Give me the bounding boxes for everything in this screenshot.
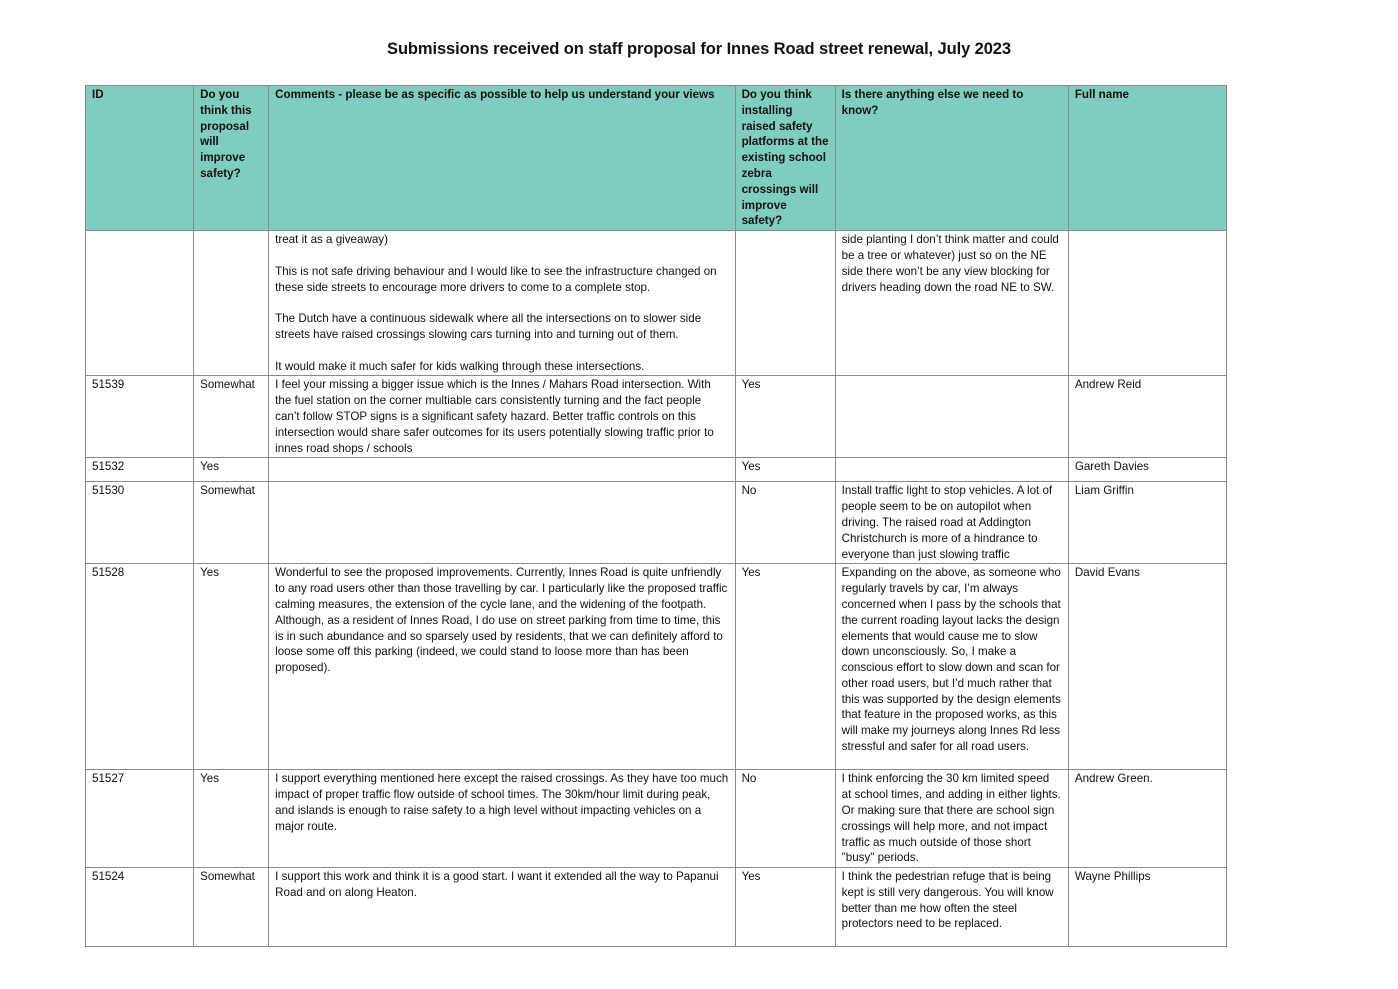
table-row	[86, 231, 1227, 376]
comment-paragraph: It would make it much safer for kids walking through these intersections.	[275, 359, 645, 373]
cell-anything-else	[835, 458, 1068, 482]
column-header-safety: Do you think this proposal will improve safety?	[194, 86, 269, 231]
comment-paragraph: Wonderful to see the proposed improvements. Currently, Innes Road is quite unfriendly to any road users other than those travelling by car. I particularly like the proposed traffic calming measures, the extension of the cycle lane, and the widening of the footpath. Although, as a resident of Innes Road, I do use on street parking from time to time, this is in such abundance and so sparsely used by residents, that we can definitely afford to loose some off this parking (indeed, we could stand to loose more than has been proposed).	[275, 566, 728, 675]
comment-paragraph: I support everything mentioned here except the raised crossings. As they have too much impact of proper traffic flow outside of school times. The 30km/hour limit during peak, and islands is enough to raise safety to a high level without impacting vehicles on a major route.	[275, 772, 729, 833]
cell-id: 51530	[86, 482, 194, 564]
cell-full-name: David Evans	[1068, 564, 1226, 770]
comment-paragraph: This is not safe driving behaviour and I would like to see the infrastructure changed on these side streets to encourage more drivers to come to a complete stop.	[275, 264, 717, 294]
cell-safety: Somewhat	[194, 868, 269, 947]
cell-full-name: Gareth Davies	[1068, 458, 1226, 482]
cell-anything-else: I think the pedestrian refuge that is being kept is still very dangerous. You will know better than me how often the steel protectors need to be replaced.	[835, 868, 1068, 947]
page-title: Submissions received on staff proposal for Innes Road street renewal, July 2023	[387, 40, 1011, 58]
cell-safety: Yes	[194, 770, 269, 868]
comment-paragraph: I support this work and think it is a good start. I want it extended all the way to Papanui Road and on along Heaton.	[275, 870, 719, 899]
cell-platforms	[735, 231, 835, 376]
table-row	[86, 376, 1227, 458]
cell-id: 51528	[86, 564, 194, 770]
cell-comments	[269, 231, 735, 376]
column-header-comments: Comments - please be as specific as possible to help us understand your views	[269, 86, 735, 231]
cell-comments	[269, 376, 735, 458]
cell-comments	[269, 482, 735, 564]
cell-id: 51532	[86, 458, 194, 482]
cell-full-name: Andrew Reid	[1068, 376, 1226, 458]
cell-anything-else: I think enforcing the 30 km limited speed at school times, and adding in either lights. Or making sure that there are school sign crossings will help more, and not impact traffic as much outside of those short "busy" periods.	[835, 770, 1068, 868]
cell-comments	[269, 770, 735, 868]
column-header-anything-else: Is there anything else we need to know?	[835, 86, 1068, 231]
cell-comments	[269, 458, 735, 482]
table-row	[86, 868, 1227, 947]
cell-comments	[269, 868, 735, 947]
cell-full-name: Wayne Phillips	[1068, 868, 1226, 947]
cell-safety	[194, 231, 269, 376]
cell-platforms: Yes	[735, 868, 835, 947]
cell-full-name	[1068, 231, 1226, 376]
table-row	[86, 482, 1227, 564]
column-header-id: ID	[86, 86, 194, 231]
cell-platforms: Yes	[735, 458, 835, 482]
cell-platforms: No	[735, 770, 835, 868]
table-row	[86, 770, 1227, 868]
cell-anything-else: Expanding on the above, as someone who regularly travels by car, I’m always concerned when I pass by the schools that the current roading layout lacks the design elements that would cause me to slow down unconsciously. So, I make a conscious effort to slow down and scan for other road users, but I’d much rather that this was supported by the design elements that feature in the proposed works, as this will make my journeys along Innes Rd less stressful and safer for all road users.	[835, 564, 1068, 770]
cell-anything-else	[835, 376, 1068, 458]
cell-safety: Yes	[194, 564, 269, 770]
comment-paragraph: The Dutch have a continuous sidewalk where all the intersections on to slower side streets have raised crossings slowing cars turning into and turning out of them.	[275, 312, 702, 341]
cell-id: 51524	[86, 868, 194, 947]
cell-id: 51527	[86, 770, 194, 868]
cell-safety: Yes	[194, 458, 269, 482]
cell-anything-else: Install traffic light to stop vehicles. A lot of people seem to be on autopilot when driving. The raised road at Addington Christchurch is more of a hindrance to everyone than just slowing traffic	[835, 482, 1068, 564]
comment-paragraph: I feel your missing a bigger issue which is the Innes / Mahars Road intersection. With the fuel station on the corner multiable cars consistently turning and the fact people can’t follow STOP signs is a significant safety hazard. Better traffic controls on this intersection would share safer outcomes for its users potentially slowing traffic prior to innes road shops / schools	[275, 378, 714, 455]
cell-platforms: Yes	[735, 564, 835, 770]
comment-paragraph: treat it as a giveaway)	[275, 233, 388, 247]
cell-comments	[269, 564, 735, 770]
submissions-table	[85, 85, 1227, 947]
cell-safety: Somewhat	[194, 482, 269, 564]
cell-id	[86, 231, 194, 376]
cell-full-name: Liam Griffin	[1068, 482, 1226, 564]
table-row	[86, 564, 1227, 770]
cell-id: 51539	[86, 376, 194, 458]
column-header-platforms: Do you think installing raised safety platforms at the existing school zebra crossings will improve safety?	[735, 86, 835, 231]
column-header-full-name: Full name	[1068, 86, 1226, 231]
cell-anything-else: side planting I don’t think matter and could be a tree or whatever) just so on the NE side there won’t be any view blocking for drivers heading down the road NE to SW.	[835, 231, 1068, 376]
cell-platforms: Yes	[735, 376, 835, 458]
cell-full-name: Andrew Green.	[1068, 770, 1226, 868]
table-row	[86, 458, 1227, 482]
cell-safety: Somewhat	[194, 376, 269, 458]
table-header-row	[86, 86, 1227, 231]
cell-platforms: No	[735, 482, 835, 564]
